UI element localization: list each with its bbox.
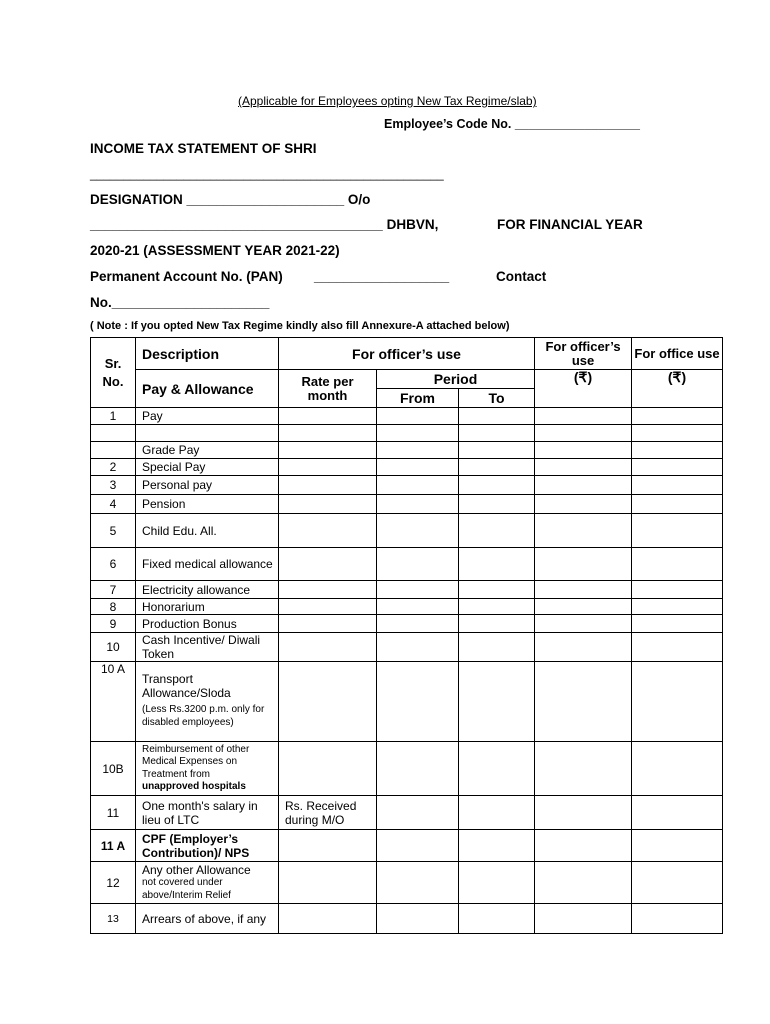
description-cell bbox=[136, 514, 279, 548]
description-subtext: (Less Rs.3200 p.m. only for disabled employees) bbox=[142, 704, 265, 728]
sr-no-cell: 9 bbox=[91, 615, 136, 633]
description-cell bbox=[136, 476, 279, 495]
sr-no-cell bbox=[91, 442, 136, 459]
from-cell[interactable] bbox=[377, 408, 459, 425]
office-amount-cell[interactable] bbox=[632, 581, 723, 599]
from-cell[interactable] bbox=[377, 633, 459, 662]
table-row bbox=[91, 904, 723, 934]
sr-no-cell bbox=[91, 425, 136, 442]
from-cell[interactable] bbox=[377, 459, 459, 476]
office-amount-cell[interactable] bbox=[632, 459, 723, 476]
office-amount-cell[interactable] bbox=[632, 599, 723, 615]
from-cell[interactable] bbox=[377, 581, 459, 599]
office-amount-cell[interactable] bbox=[632, 425, 723, 442]
pan-line: __________________ bbox=[314, 269, 450, 284]
table-row bbox=[91, 495, 723, 514]
description-text: Production Bonus bbox=[142, 616, 237, 631]
rate-cell[interactable] bbox=[279, 548, 377, 581]
description-text: Pay bbox=[142, 409, 163, 423]
officer-amount-cell[interactable] bbox=[535, 742, 632, 796]
header-rate-per-month: Rate per month bbox=[279, 370, 377, 408]
sr-no-cell: 10 A bbox=[91, 662, 136, 742]
rate-cell[interactable]: Rs. Received during M/O bbox=[279, 796, 377, 830]
from-cell[interactable] bbox=[377, 495, 459, 514]
office-amount-cell[interactable] bbox=[632, 830, 723, 862]
to-cell[interactable] bbox=[459, 442, 535, 459]
officer-amount-cell[interactable] bbox=[535, 599, 632, 615]
description-text: CPF (Employer’s Contribution)/ NPS bbox=[142, 831, 250, 860]
table-row bbox=[91, 633, 723, 662]
sr-no-cell: 4 bbox=[91, 495, 136, 514]
description-text: Special Pay bbox=[142, 460, 206, 474]
rate-cell[interactable] bbox=[279, 408, 377, 425]
description-text: Any other Allowance bbox=[142, 863, 251, 877]
table-row bbox=[91, 476, 723, 495]
description-cell bbox=[136, 442, 279, 459]
table-row bbox=[91, 425, 723, 442]
description-text: Child Edu. All. bbox=[142, 523, 217, 538]
header-from: From bbox=[377, 389, 459, 408]
description-text: Electricity allowance bbox=[142, 582, 251, 597]
to-cell[interactable] bbox=[459, 796, 535, 830]
table-row bbox=[91, 599, 723, 615]
description-cell bbox=[136, 599, 279, 615]
description-text: One month's salary in lieu of LTC bbox=[142, 798, 258, 827]
description-text: Cash Incentive/ Diwali Token bbox=[142, 633, 261, 661]
assessment-year: 2020-21 (ASSESSMENT YEAR 2021-22) bbox=[90, 243, 340, 258]
to-cell[interactable] bbox=[459, 476, 535, 495]
to-cell[interactable] bbox=[459, 495, 535, 514]
description-cell bbox=[136, 495, 279, 514]
table-row bbox=[91, 862, 723, 904]
office-line: _______________________________________ DHBVN, bbox=[90, 217, 439, 232]
from-cell[interactable] bbox=[377, 425, 459, 442]
office-amount-cell[interactable] bbox=[632, 495, 723, 514]
table-row bbox=[91, 662, 723, 742]
description-text: Pension bbox=[142, 497, 186, 511]
pan-label: Permanent Account No. (PAN) bbox=[90, 269, 283, 284]
rate-cell[interactable] bbox=[279, 830, 377, 862]
regime-note: ( Note : If you opted New Tax Regime kindly also fill Annexure-A attached below) bbox=[90, 320, 510, 332]
office-amount-cell[interactable] bbox=[632, 514, 723, 548]
to-cell[interactable] bbox=[459, 599, 535, 615]
office-amount-cell[interactable] bbox=[632, 548, 723, 581]
officer-amount-cell[interactable] bbox=[535, 408, 632, 425]
to-cell[interactable] bbox=[459, 862, 535, 904]
officer-amount-cell[interactable] bbox=[535, 476, 632, 495]
rate-cell[interactable] bbox=[279, 476, 377, 495]
description-cell bbox=[136, 581, 279, 599]
from-cell[interactable] bbox=[377, 862, 459, 904]
from-cell[interactable] bbox=[377, 796, 459, 830]
header-rupee-officer: (₹) bbox=[535, 370, 632, 408]
officer-amount-cell[interactable] bbox=[535, 633, 632, 662]
to-cell[interactable] bbox=[459, 581, 535, 599]
to-cell[interactable] bbox=[459, 514, 535, 548]
to-cell[interactable] bbox=[459, 459, 535, 476]
officer-amount-cell[interactable] bbox=[535, 662, 632, 742]
to-cell[interactable] bbox=[459, 615, 535, 633]
office-amount-cell[interactable] bbox=[632, 862, 723, 904]
header-for-office-use-col: For office use bbox=[632, 338, 723, 370]
officer-amount-cell[interactable] bbox=[535, 425, 632, 442]
office-amount-cell[interactable] bbox=[632, 633, 723, 662]
statement-title: INCOME TAX STATEMENT OF SHRI bbox=[90, 141, 317, 156]
income-statement-table bbox=[90, 337, 723, 934]
contact-no: No._____________________ bbox=[90, 295, 270, 310]
description-cell bbox=[136, 830, 279, 862]
header-for-officer-use-col: For officer’s use bbox=[535, 338, 632, 370]
header-period: Period bbox=[377, 370, 535, 389]
officer-amount-cell[interactable] bbox=[535, 830, 632, 862]
from-cell[interactable] bbox=[377, 476, 459, 495]
from-cell[interactable] bbox=[377, 615, 459, 633]
description-cell bbox=[136, 796, 279, 830]
officer-amount-cell[interactable] bbox=[535, 495, 632, 514]
from-cell[interactable] bbox=[377, 904, 459, 934]
officer-amount-cell[interactable] bbox=[535, 581, 632, 599]
sr-no-cell: 8 bbox=[91, 599, 136, 615]
from-cell[interactable] bbox=[377, 830, 459, 862]
office-amount-cell[interactable] bbox=[632, 904, 723, 934]
sr-no-cell: 12 bbox=[91, 862, 136, 904]
sr-no-cell: 10 bbox=[91, 633, 136, 662]
table-row bbox=[91, 742, 723, 796]
rate-cell[interactable] bbox=[279, 442, 377, 459]
description-text: Grade Pay bbox=[142, 443, 200, 457]
table-row bbox=[91, 408, 723, 425]
table-row bbox=[91, 459, 723, 476]
rate-cell[interactable] bbox=[279, 862, 377, 904]
employee-code: Employee’s Code No. __________________ bbox=[384, 117, 640, 131]
description-text: Reimbursement of other Medical Expenses on Treatment from bbox=[142, 743, 250, 780]
header-description: Description bbox=[136, 338, 279, 370]
from-cell[interactable] bbox=[377, 662, 459, 742]
description-text: Transport Allowance/Sloda bbox=[142, 672, 231, 700]
officer-amount-cell[interactable] bbox=[535, 459, 632, 476]
office-amount-cell[interactable] bbox=[632, 408, 723, 425]
header-pay-allowance: Pay & Allowance bbox=[136, 370, 279, 408]
to-cell[interactable] bbox=[459, 830, 535, 862]
financial-year-label: FOR FINANCIAL YEAR bbox=[497, 217, 643, 232]
rate-cell[interactable] bbox=[279, 581, 377, 599]
description-text: Arrears of above, if any bbox=[142, 911, 267, 926]
to-cell[interactable] bbox=[459, 662, 535, 742]
from-cell[interactable] bbox=[377, 742, 459, 796]
sr-no-cell: 6 bbox=[91, 548, 136, 581]
officer-amount-cell[interactable] bbox=[535, 615, 632, 633]
sr-no-cell: 2 bbox=[91, 459, 136, 476]
officer-amount-cell[interactable] bbox=[535, 862, 632, 904]
rate-cell[interactable] bbox=[279, 514, 377, 548]
description-text: Fixed medical allowance bbox=[142, 557, 273, 571]
sr-no-cell: 11 A bbox=[91, 830, 136, 862]
from-cell[interactable] bbox=[377, 599, 459, 615]
table-row bbox=[91, 442, 723, 459]
table-row bbox=[91, 615, 723, 633]
description-cell bbox=[136, 459, 279, 476]
description-cell bbox=[136, 742, 279, 796]
rate-cell[interactable] bbox=[279, 615, 377, 633]
sr-no-cell: 11 bbox=[91, 796, 136, 830]
table-row bbox=[91, 548, 723, 581]
to-cell[interactable] bbox=[459, 904, 535, 934]
to-cell[interactable] bbox=[459, 408, 535, 425]
table-row bbox=[91, 796, 723, 830]
office-amount-cell[interactable] bbox=[632, 742, 723, 796]
from-cell[interactable] bbox=[377, 442, 459, 459]
rate-cell[interactable] bbox=[279, 459, 377, 476]
designation: DESIGNATION _____________________ O/o bbox=[90, 192, 371, 207]
office-amount-cell[interactable] bbox=[632, 476, 723, 495]
contact-label: Contact bbox=[496, 269, 547, 284]
header-sr-no: Sr. No. bbox=[91, 338, 136, 408]
header-to: To bbox=[459, 389, 535, 408]
description-cell bbox=[136, 408, 279, 425]
office-amount-cell[interactable] bbox=[632, 662, 723, 742]
rate-cell[interactable] bbox=[279, 633, 377, 662]
description-cell bbox=[136, 633, 279, 662]
to-cell[interactable] bbox=[459, 742, 535, 796]
table-row bbox=[91, 830, 723, 862]
description-cell bbox=[136, 615, 279, 633]
from-cell[interactable] bbox=[377, 548, 459, 581]
to-cell[interactable] bbox=[459, 425, 535, 442]
from-cell[interactable] bbox=[377, 514, 459, 548]
description-text: Personal pay bbox=[142, 478, 213, 492]
description-cell bbox=[136, 862, 279, 904]
rate-cell[interactable] bbox=[279, 742, 377, 796]
sr-no-cell: 10B bbox=[91, 742, 136, 796]
sr-no-cell: 3 bbox=[91, 476, 136, 495]
office-amount-cell[interactable] bbox=[632, 796, 723, 830]
description-text: Honorarium bbox=[142, 599, 205, 614]
rate-cell[interactable] bbox=[279, 599, 377, 615]
sr-no-cell: 7 bbox=[91, 581, 136, 599]
sr-no-cell: 13 bbox=[91, 904, 136, 934]
description-subtext: not covered under above/Interim Relief bbox=[142, 877, 231, 901]
rate-cell[interactable] bbox=[279, 425, 377, 442]
sr-no-cell: 1 bbox=[91, 408, 136, 425]
description-cell bbox=[136, 425, 279, 442]
rate-cell[interactable] bbox=[279, 495, 377, 514]
header-for-officers-use: For officer’s use bbox=[279, 338, 535, 370]
office-amount-cell[interactable] bbox=[632, 615, 723, 633]
officer-amount-cell[interactable] bbox=[535, 548, 632, 581]
description-cell bbox=[136, 662, 279, 742]
officer-amount-cell[interactable] bbox=[535, 514, 632, 548]
table-row bbox=[91, 581, 723, 599]
officer-amount-cell[interactable] bbox=[535, 796, 632, 830]
applicability-note: (Applicable for Employees opting New Tax Regime/slab) bbox=[238, 94, 537, 108]
to-cell[interactable] bbox=[459, 633, 535, 662]
rate-cell[interactable] bbox=[279, 904, 377, 934]
description-cell bbox=[136, 548, 279, 581]
sr-no-cell: 5 bbox=[91, 514, 136, 548]
name-line: _____________________________________________________ bbox=[90, 167, 444, 181]
header-rupee-office: (₹) bbox=[632, 370, 723, 408]
description-subtext: unapproved hospitals bbox=[142, 781, 246, 792]
office-amount-cell[interactable] bbox=[632, 442, 723, 459]
table-row bbox=[91, 514, 723, 548]
officer-amount-cell[interactable] bbox=[535, 904, 632, 934]
rate-cell[interactable] bbox=[279, 662, 377, 742]
to-cell[interactable] bbox=[459, 548, 535, 581]
description-cell bbox=[136, 904, 279, 934]
officer-amount-cell[interactable] bbox=[535, 442, 632, 459]
